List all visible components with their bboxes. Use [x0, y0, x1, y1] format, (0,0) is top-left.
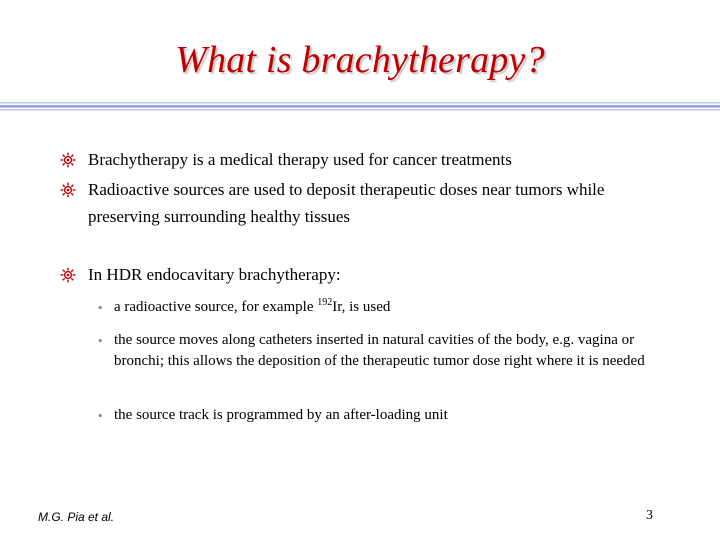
sun-gear-icon [60, 267, 76, 283]
sub-bullet-dot: • [98, 408, 103, 423]
sun-gear-icon [60, 182, 76, 198]
sun-gear-icon [60, 152, 76, 168]
sub-bullet-text-part: a radioactive source, for example [114, 299, 318, 315]
sub-bullet-text: the source track is programmed by an after-loading unit [114, 407, 448, 423]
footer-author: M.G. Pia et al. [38, 510, 115, 524]
sub-bullet-text: the source moves along catheters inserted in natural cavities of the body, e.g. vagina or bronchi; this allows the deposition of the therapeutic tumor dose right where it is needed [114, 332, 645, 369]
sub-bullet-dot: • [98, 333, 103, 348]
page-number: 3 [646, 508, 653, 523]
bullet-text: Radioactive sources are used to deposit therapeutic doses near tumors while preserving surrounding healthy tissues [88, 180, 605, 226]
bullet-text: Brachytherapy is a medical therapy used for cancer treatments [88, 150, 512, 169]
sub-bullet-dot: • [98, 300, 103, 315]
sub-bullet-text-part: Ir, is used [332, 299, 391, 315]
slide-title: What is brachytherapy? [175, 39, 545, 81]
isotope-mass-number: 192 [317, 297, 333, 308]
title-divider [0, 100, 720, 112]
bullet-text: In HDR endocavitary brachytherapy: [88, 265, 341, 284]
sub-bullet-text [114, 297, 684, 318]
